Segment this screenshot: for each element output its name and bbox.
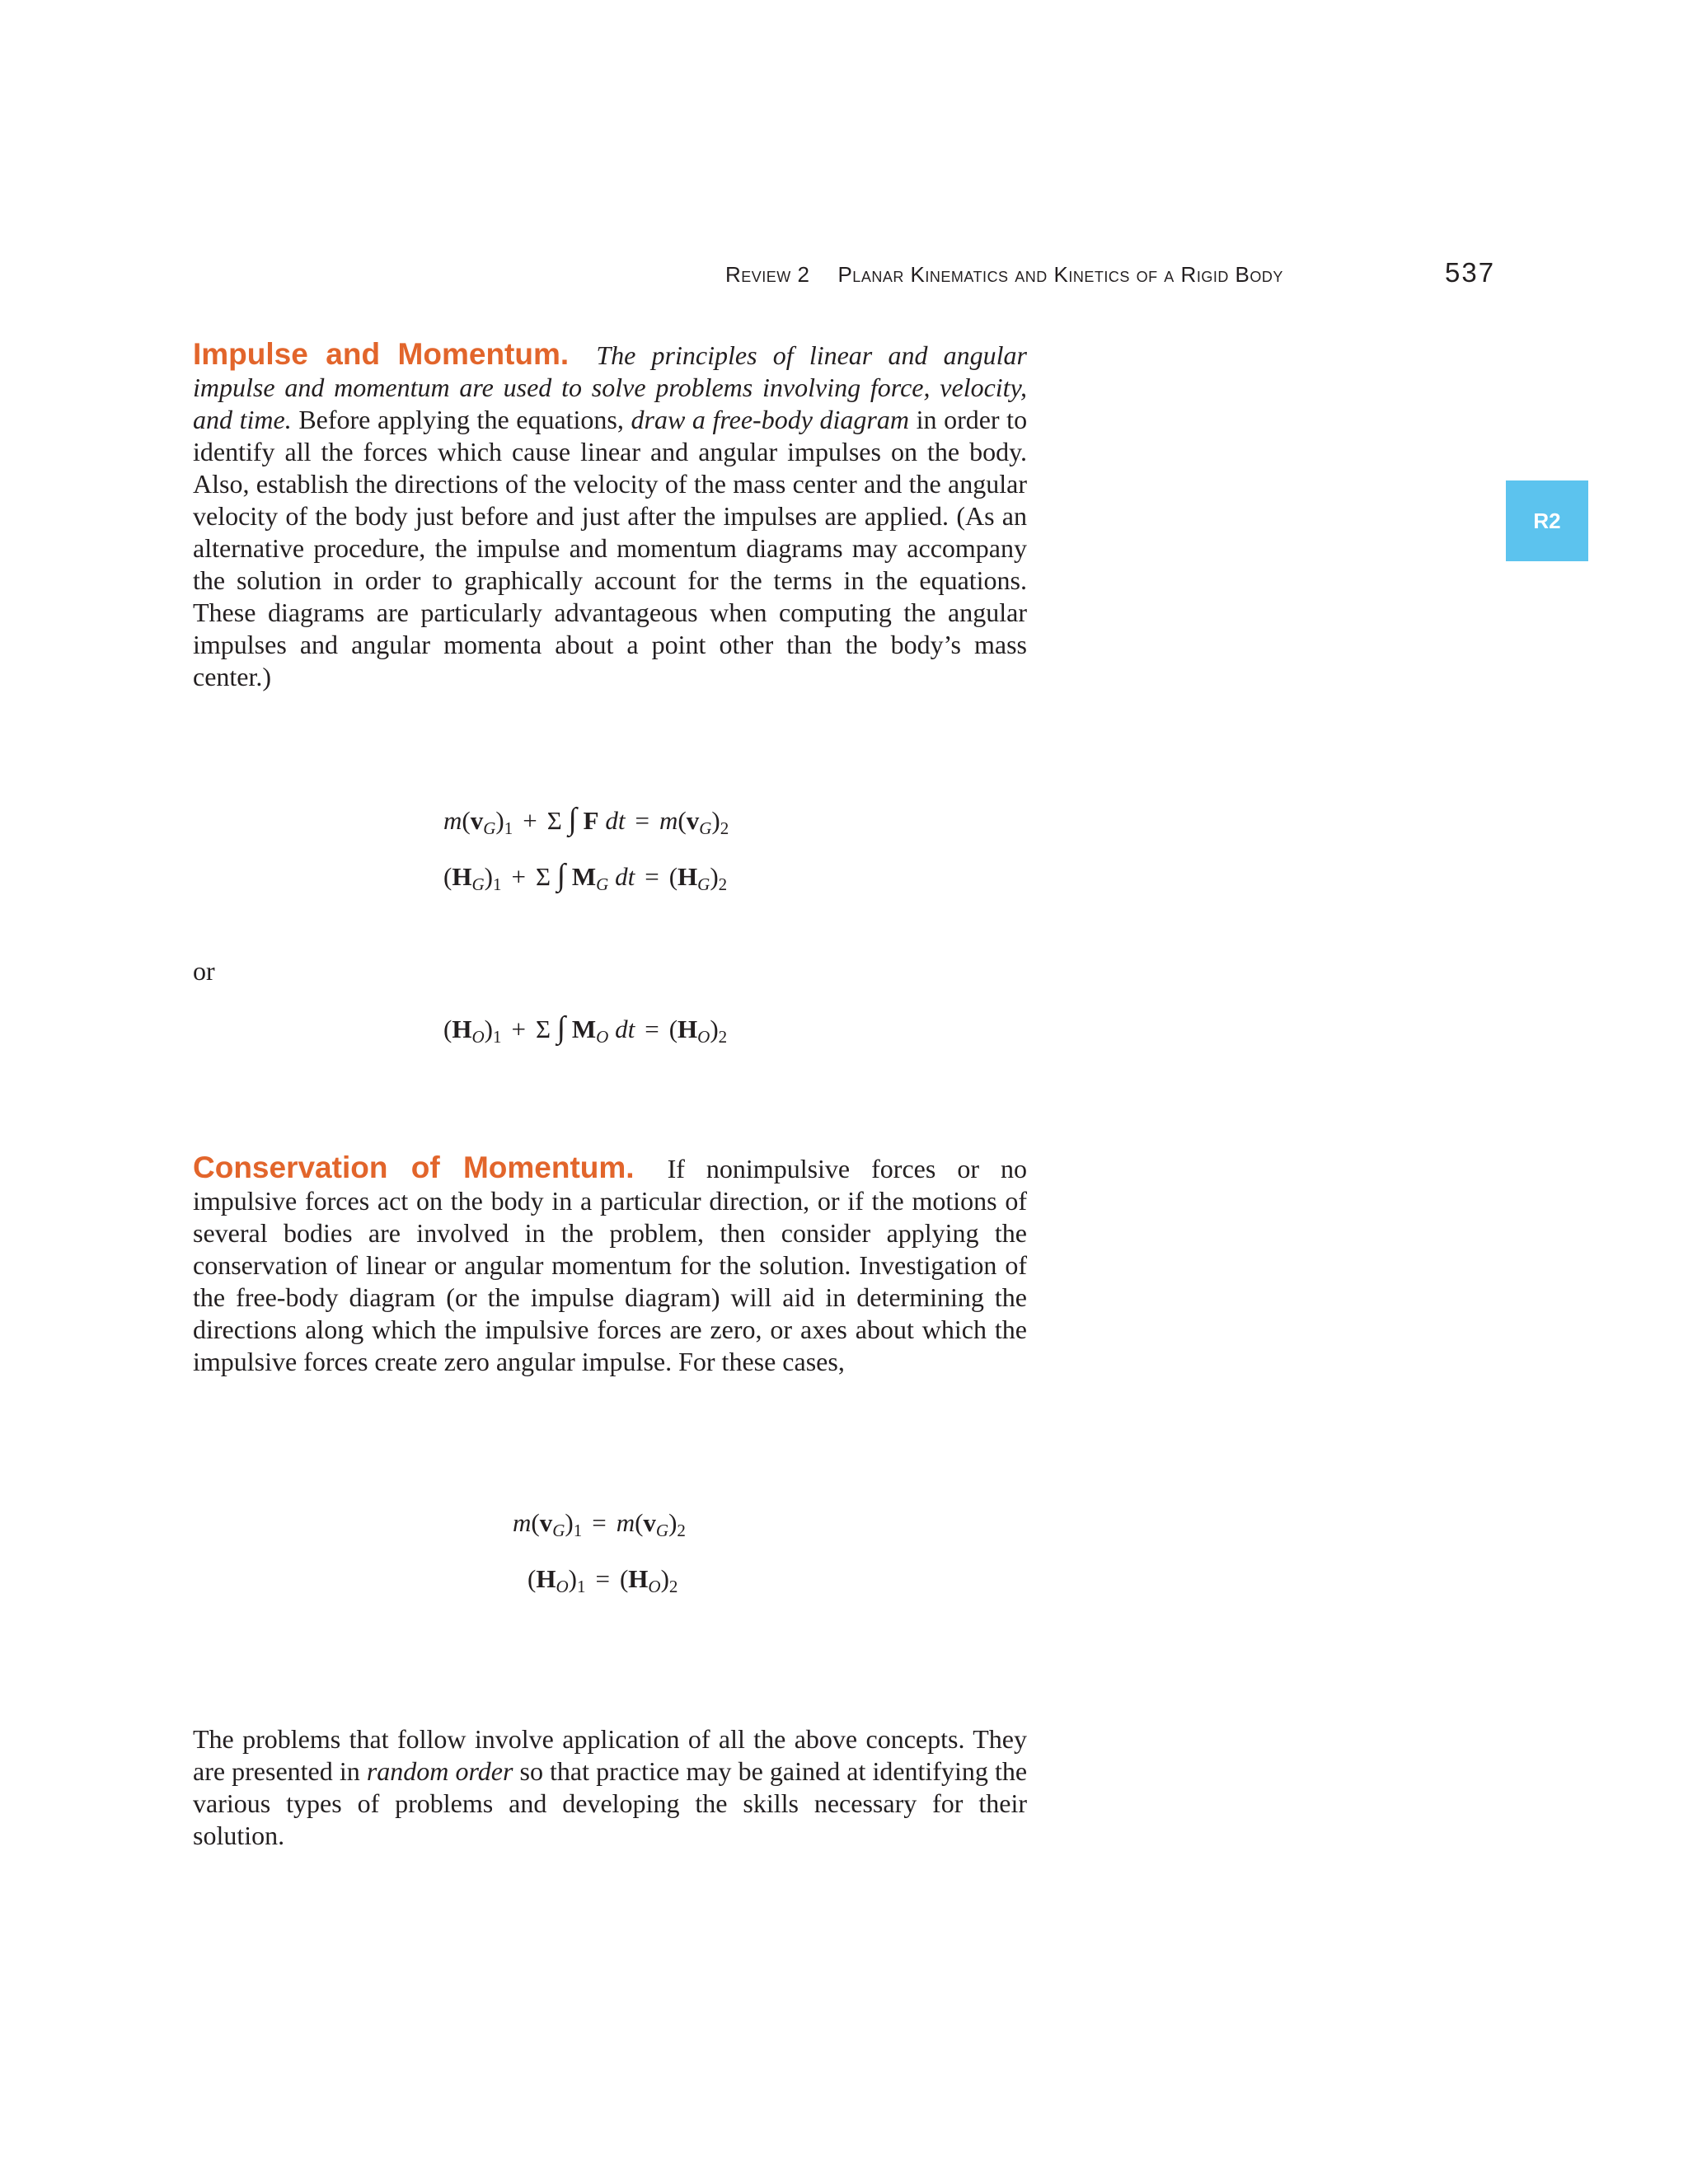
impulse-before-apply: Before applying the equations, <box>298 405 624 434</box>
conservation-paragraph <box>193 1151 1027 1378</box>
impulse-heading: Impulse and Momentum. <box>193 337 570 371</box>
running-head-title: Planar Kinematics and Kinetics of a Rigid Body <box>837 262 1283 287</box>
closing-paragraph <box>193 1723 1027 1852</box>
running-head <box>725 262 1283 288</box>
impulse-body-text: in order to identify all the forces which cause linear and angular impulses on the body. Also, establish the directions of the velocity of the mass center and the angular velocity of the body just before and just after the impulses are applied. (As an alternative procedure, the impulse and momentum diagrams may accompany the solution in order to graphically account for the terms in the equations. These diagrams are particularly advantageous when computing the angular impulses and angular momenta about a point other than the body’s mass center.) <box>193 405 1028 691</box>
page-number: 537 <box>1445 257 1496 288</box>
equation-linear-conservation: $m(v_G)_1 = m(v_G)_2$ <box>513 1508 686 1540</box>
impulse-draw-fbd: draw a free-body diagram <box>631 405 909 434</box>
closing-text-after: so that practice may be gained at identifying the various types of problems and developing the skills necessary for their solution. <box>193 1756 1028 1850</box>
closing-text-before: The problems that follow involve application of all the above concepts. They are presented in <box>193 1724 1027 1786</box>
impulse-paragraph <box>193 338 1027 693</box>
closing-random-order: random order <box>366 1756 513 1786</box>
equation-angular-impulse-o: $(H_O)_1 + \Sigma$ ∫ $M_O$ dt = $(H_O)_2$ <box>443 1010 728 1047</box>
impulse-intro: The principles of linear and angular impulse and momentum are used to solve problems involving force, velocity, and time. <box>193 340 1028 434</box>
chapter-tab: R2 <box>1506 480 1588 561</box>
equation-linear-impulse: $m(v_G)_1 + \Sigma$ ∫ F dt = $m(v_G)_2$ <box>443 802 729 838</box>
equation-angular-conservation: $(H_O)_1 = (H_O)_2$ <box>528 1564 678 1596</box>
or-connector: or <box>193 956 215 986</box>
conservation-heading: Conservation of Momentum. <box>193 1151 635 1184</box>
conservation-body-text: If nonimpulsive forces or no impulsive forces act on the body in a particular direction, or if the motions of several bodies are involved in the problem, then consider applying the conservation of linear or angular momentum for the solution. Investigation of the free-body diagram (or the impulse diagram) will aid in determining the directions along which the impulsive forces are zero, or axes about which the impulsive forces create zero angular impulse. For these cases, <box>193 1154 1027 1376</box>
running-head-review: Review 2 <box>725 262 810 287</box>
equation-angular-impulse-g: $(H_G)_1 + \Sigma$ ∫ $M_G$ dt = $(H_G)_2$ <box>443 858 728 894</box>
